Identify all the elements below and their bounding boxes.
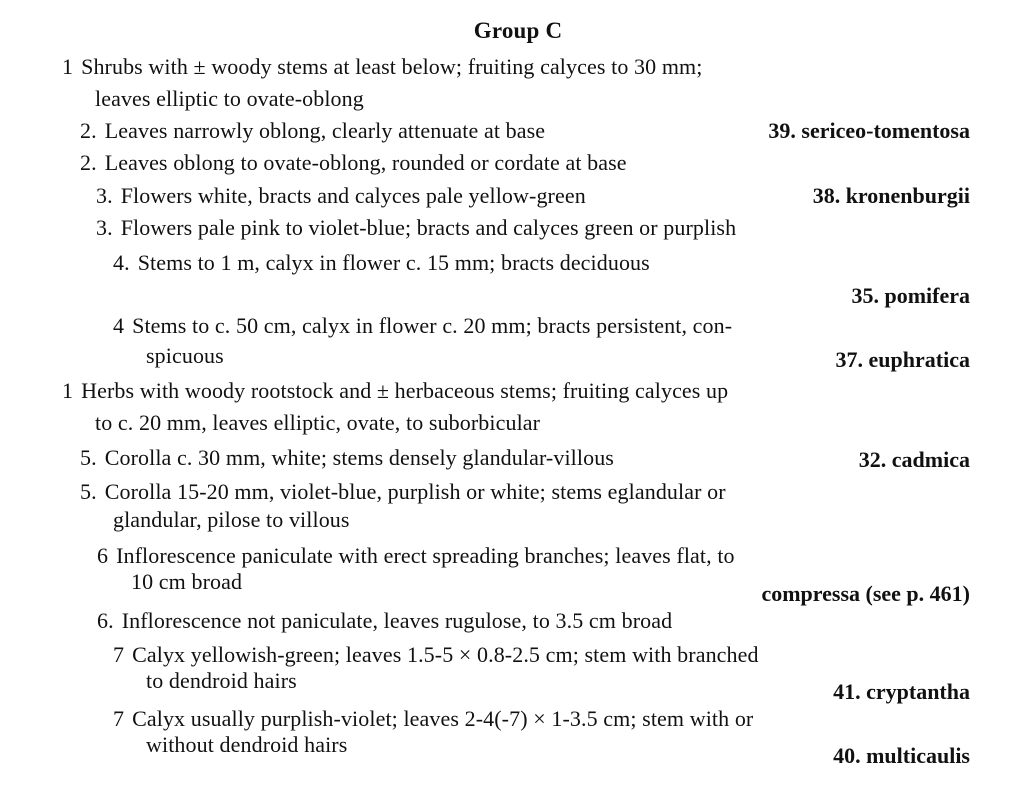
couplet-text: Herbs with woody rootstock and ± herbaceous stems; fruiting calyces up bbox=[81, 378, 729, 403]
key-line bbox=[80, 443, 614, 473]
key-line-continuation: without dendroid hairs bbox=[146, 732, 348, 757]
couplet-number: 5. bbox=[80, 479, 97, 504]
key-line bbox=[113, 311, 732, 341]
key-line bbox=[80, 148, 627, 178]
key-line-continuation: spicuous bbox=[146, 343, 224, 368]
key-line bbox=[96, 181, 586, 211]
key-line bbox=[62, 376, 728, 406]
couplet-number: 2. bbox=[80, 150, 97, 175]
couplet-number: 3. bbox=[96, 215, 113, 240]
couplet-text: Calyx usually purplish-violet; leaves 2-4(-7) × 1-3.5 cm; stem with or bbox=[132, 706, 754, 731]
key-line-continuation: 10 cm broad bbox=[131, 569, 243, 594]
key-line-continuation: to dendroid hairs bbox=[146, 668, 297, 693]
couplet-text: Calyx yellowish-green; leaves 1.5-5 × 0.8-2.5 cm; stem with branched bbox=[132, 642, 759, 667]
taxon-name: 41. cryptantha bbox=[833, 679, 970, 704]
couplet-text: Corolla c. 30 mm, white; stems densely glandular-villous bbox=[104, 445, 614, 470]
key-line bbox=[97, 606, 672, 636]
couplet-number: 5. bbox=[80, 445, 97, 470]
key-title: Group C bbox=[473, 18, 563, 43]
couplet-text: Shrubs with ± woody stems at least below; fruiting calyces to 30 mm; bbox=[81, 54, 703, 79]
couplet-text: Flowers pale pink to violet-blue; bracts and calyces green or purplish bbox=[120, 215, 737, 240]
couplet-number: 1 bbox=[62, 378, 74, 403]
couplet-text: Flowers white, bracts and calyces pale yellow-green bbox=[120, 183, 586, 208]
couplet-number: 6. bbox=[97, 608, 114, 633]
key-line-continuation: leaves elliptic to ovate-oblong bbox=[95, 86, 364, 111]
key-line bbox=[113, 248, 650, 278]
couplet-text: Leaves oblong to ovate-oblong, rounded or cordate at base bbox=[104, 150, 627, 175]
couplet-text: Inflorescence not paniculate, leaves rugulose, to 3.5 cm broad bbox=[121, 608, 673, 633]
taxon-name: 32. cadmica bbox=[858, 447, 970, 472]
key-line bbox=[80, 477, 726, 507]
key-line-continuation: glandular, pilose to villous bbox=[113, 507, 350, 532]
couplet-number: 4. bbox=[113, 250, 130, 275]
couplet-number: 2. bbox=[80, 118, 97, 143]
couplet-text: Inflorescence paniculate with erect spreading branches; leaves flat, to bbox=[116, 543, 735, 568]
couplet-number: 1 bbox=[62, 54, 74, 79]
taxon-name: 39. sericeo-tomentosa bbox=[768, 118, 970, 143]
couplet-number: 7 bbox=[113, 706, 125, 731]
couplet-number: 4 bbox=[113, 313, 125, 338]
taxon-name: 40. multicaulis bbox=[833, 743, 970, 768]
key-line bbox=[62, 52, 702, 82]
couplet-text: Stems to c. 50 cm, calyx in flower c. 20 mm; bracts persistent, con- bbox=[132, 313, 733, 338]
couplet-number: 3. bbox=[96, 183, 113, 208]
couplet-number: 7 bbox=[113, 642, 125, 667]
couplet-text: Stems to 1 m, calyx in flower c. 15 mm; bracts deciduous bbox=[137, 250, 650, 275]
taxon-name: 35. pomifera bbox=[851, 283, 970, 308]
taxon-name: 38. kronenburgii bbox=[812, 183, 970, 208]
couplet-number: 6 bbox=[97, 543, 109, 568]
taxon-name: 37. euphratica bbox=[835, 347, 970, 372]
key-line-continuation: to c. 20 mm, leaves elliptic, ovate, to suborbicular bbox=[95, 410, 541, 435]
taxon-name: compressa (see p. 461) bbox=[761, 581, 970, 606]
couplet-text: Corolla 15-20 mm, violet-blue, purplish or white; stems eglandular or bbox=[104, 479, 726, 504]
couplet-text: Leaves narrowly oblong, clearly attenuate at base bbox=[104, 118, 546, 143]
key-line bbox=[80, 116, 545, 146]
key-line bbox=[96, 213, 736, 243]
